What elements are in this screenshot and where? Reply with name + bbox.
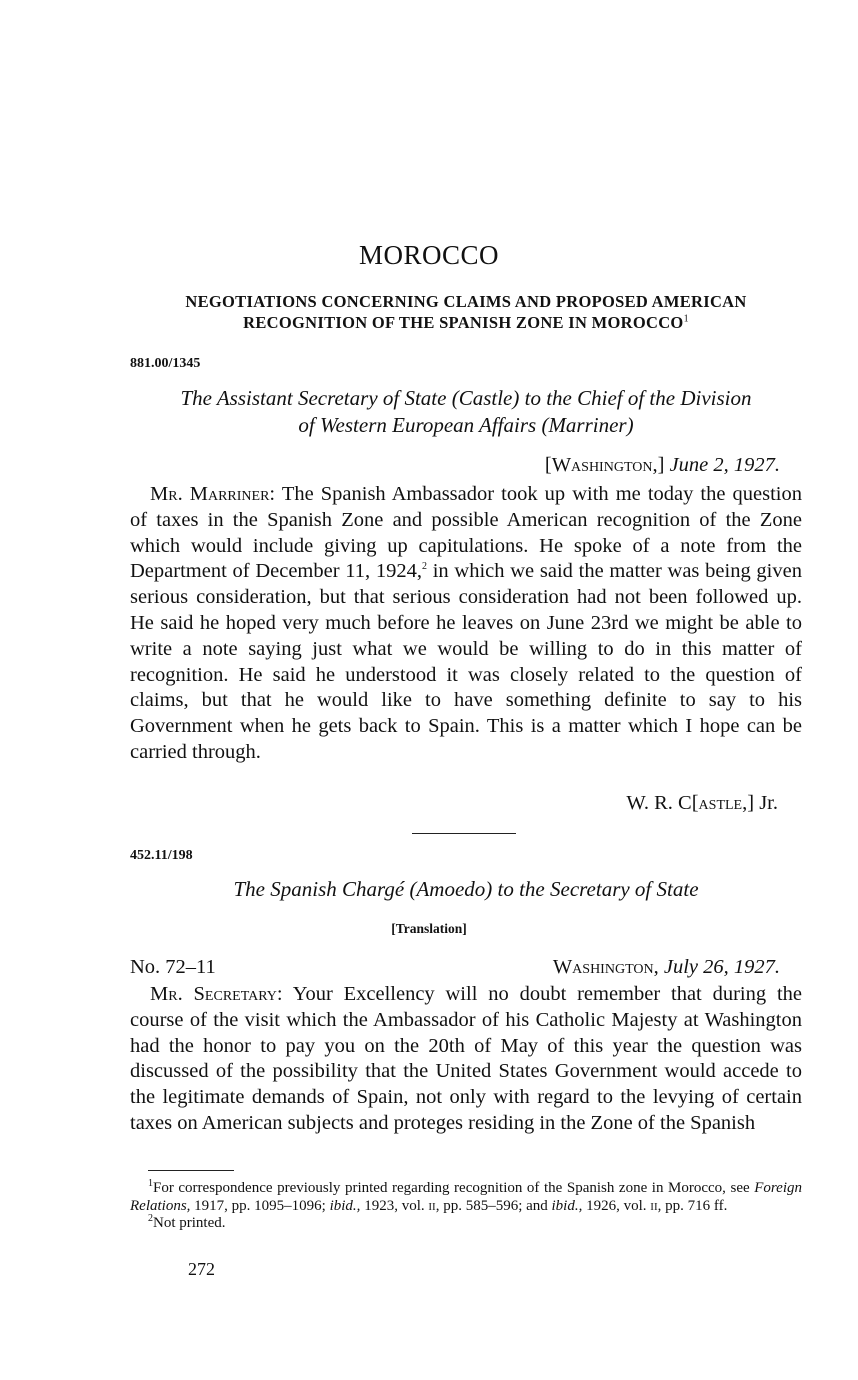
footnote-1-text: 1926, vol. — [582, 1197, 651, 1214]
footnote-1-italic: Foreign Relations, — [130, 1180, 802, 1214]
signature-suffix: Jr. — [754, 792, 778, 814]
footnote-1-text: , pp. 585–596; and — [435, 1197, 552, 1214]
memo-body — [130, 482, 802, 766]
footnote-1-text: , pp. 716 ff. — [657, 1197, 728, 1214]
footnote-1-mark: 1 — [148, 1178, 153, 1189]
memo-text-part-2: in which we said the matter was being given serious consideration, but that serious consideration had not been followed up. He said he hoped very much before he leaves on June 23rd we might be able to write a note saying just what we would be willing to do in this matter of recognition. He said he understood it was closely related to the question of claims, but that he would like to have something definite to say to his Government when he gets back to Spain. This is a matter which I hope can be carried through. — [130, 560, 802, 763]
section-divider — [412, 833, 516, 834]
footnote-1-volume: ii — [428, 1197, 436, 1214]
salutation-2: Mr. Secretary: — [150, 983, 283, 1005]
heading-1-line-2: of Western European Affairs (Marriner) — [298, 413, 634, 437]
footnote-1-text: 1923, vol. — [360, 1197, 429, 1214]
footnote-1-volume: ii — [650, 1197, 658, 1214]
footnote-ref-1: 1 — [683, 313, 689, 325]
footnote-2-text: Not printed. — [153, 1215, 226, 1231]
file-number-1: 881.00/1345 — [130, 356, 201, 371]
footnote-1-italic: ibid., — [551, 1197, 583, 1214]
footnote-1-text: For correspondence previously printed regarding recognition of the Spanish zone in Morocco, see — [153, 1180, 755, 1196]
page-title: MOROCCO — [358, 240, 500, 270]
heading-1-line-1: The Assistant Secretary of State (Castle) to the Chief of the Division — [180, 386, 752, 410]
dateline-1 — [130, 454, 780, 477]
section-subtitle — [130, 291, 802, 333]
signature-bracket: [astle,] — [691, 792, 755, 814]
letter-body — [130, 982, 802, 1137]
salutation-1: Mr. Marriner: — [150, 483, 276, 505]
footnote-rule — [148, 1170, 234, 1171]
signature — [130, 792, 778, 815]
letter-text: Your Excellency will no doubt remember that during the course of the visit which the Ambassador of his Catholic Majesty at Washington had the honor to pay you on the 20th of May of this year the question was discussed of the possibility that the United States Government would accede to the legitimate demands of Spain, not only with regard to the levying of certain taxes on American subjects and proteges residing in the Zone of the Spanish — [130, 983, 802, 1134]
dateline-1-place: [Washington,] — [544, 454, 665, 476]
footnote-1 — [130, 1180, 802, 1215]
footnote-2 — [130, 1215, 802, 1233]
footnote-2-mark: 2 — [148, 1213, 153, 1224]
signature-prefix: W. R. C — [626, 792, 692, 814]
dateline-1-date: June 2, 1927. — [669, 454, 780, 476]
footnotes — [130, 1180, 802, 1233]
document-heading-2: The Spanish Chargé (Amoedo) to the Secretary of State — [233, 877, 699, 901]
footnote-ref-2: 2 — [422, 561, 427, 573]
dateline-2 — [130, 956, 780, 979]
document-number: No. 72–11 — [130, 956, 216, 978]
memo-text-part-1: The Spanish Ambassador took up with me today the question of taxes in the Spanish Zone and possible American recognition of the Zone which would include giving up capitulations. He spoke of a note from the Department of December 11, 1924, — [130, 483, 803, 583]
translation-note: [Translation] — [391, 921, 467, 936]
file-number-2: 452.11/198 — [130, 848, 193, 863]
subtitle-line-1: NEGOTIATIONS CONCERNING CLAIMS AND PROPOSED AMERICAN — [185, 292, 747, 311]
document-heading-1 — [130, 385, 802, 439]
dateline-2-date: July 26, 1927. — [663, 956, 780, 978]
subtitle-line-2: RECOGNITION OF THE SPANISH ZONE IN MOROCCO — [243, 313, 684, 332]
footnote-1-text: 1917, pp. 1095–1096; — [190, 1197, 330, 1214]
page-number: 272 — [188, 1259, 215, 1279]
footnote-1-italic: ibid., — [329, 1197, 361, 1214]
dateline-2-place: Washington, — [552, 956, 659, 978]
